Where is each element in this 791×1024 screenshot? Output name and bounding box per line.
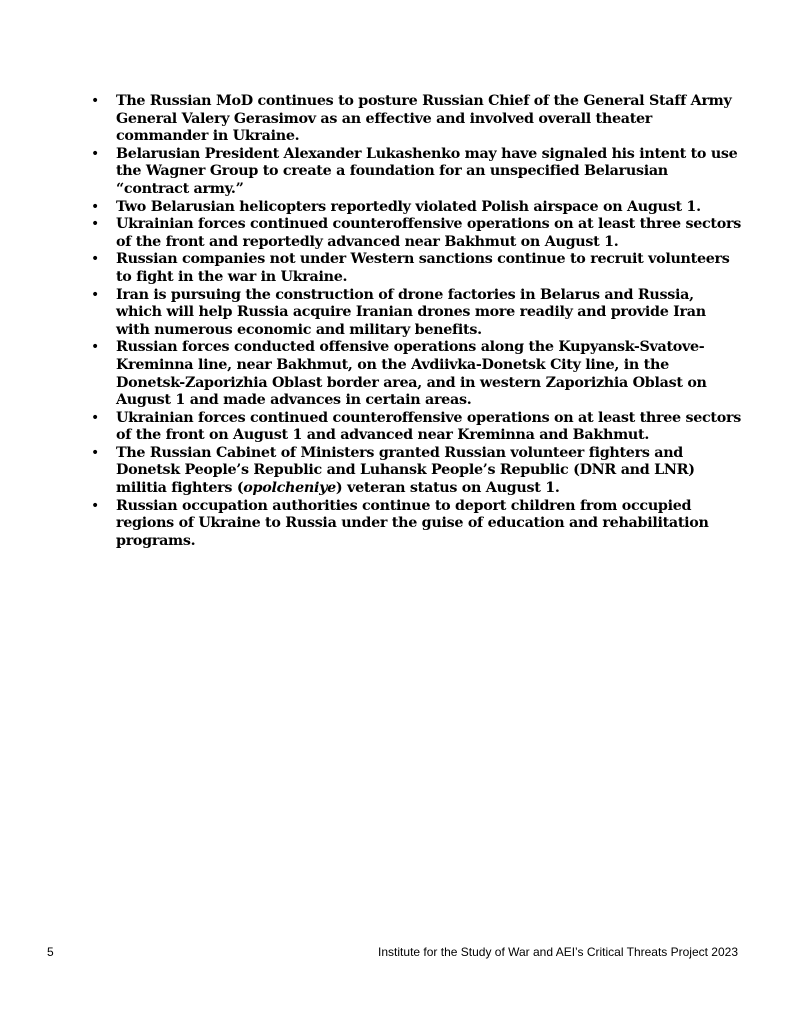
bullet-icon: • xyxy=(91,198,99,215)
bullet-text-part: ) veteran status on August 1. xyxy=(335,480,560,497)
bullet-item xyxy=(91,287,741,340)
bullet-text: The Russian MoD continues to posture Russian Chief of the General Staff Army General Valery Gerasimov as an effective and involved overall theater commander in Ukraine. xyxy=(116,93,732,145)
bullet-item xyxy=(91,146,741,199)
bullet-text xyxy=(116,445,695,496)
bullet-icon: • xyxy=(91,444,99,461)
bullet-item xyxy=(91,410,741,445)
bullet-item xyxy=(91,93,741,146)
bullet-item xyxy=(91,251,741,286)
bullet-item xyxy=(91,216,741,251)
bullet-text: Russian companies not under Western sanctions continue to recruit volunteers to fight in the war in Ukraine. xyxy=(116,251,730,285)
bullet-item xyxy=(91,445,741,498)
bullet-item xyxy=(91,339,741,409)
bullet-icon: • xyxy=(91,497,99,514)
bullet-icon: • xyxy=(91,251,99,268)
footer-attribution: Institute for the Study of War and AEI’s Critical Threats Project 2023 xyxy=(378,945,738,959)
bullet-text: Russian occupation authorities continue to deport children from occupied regions of Ukraine to Russia under the guise of education and rehabilitation programs. xyxy=(116,497,709,549)
bullet-icon: • xyxy=(91,409,99,426)
bullet-text: Ukrainian forces continued counteroffensive operations on at least three sectors of the front and reportedly advanced near Bakhmut on August 1. xyxy=(116,216,741,250)
bullet-icon: • xyxy=(91,93,99,109)
bullet-icon: • xyxy=(91,286,99,303)
page-number: 5 xyxy=(47,945,54,959)
bullet-item xyxy=(91,498,741,551)
bullet-icon: • xyxy=(91,145,99,162)
bullet-item xyxy=(91,199,741,217)
bullet-text: Belarusian President Alexander Lukashenko may have signaled his intent to use the Wagner Group to create a foundation for an unspecified Belarusian “contract army.” xyxy=(116,145,738,197)
italic-term: opolcheniye xyxy=(243,480,336,497)
bullet-text: Russian forces conducted offensive operations along the Kupyansk-Svatove-Kreminna line, near Bakhmut, on the Avdiivka-Donetsk City line, in the Donetsk-Zaporizhia Oblast border area, and in western Zaporizhia Oblast on August 1 and made advances in certain areas. xyxy=(116,339,707,409)
bullet-text-part: The Russian Cabinet of Ministers granted Russian volunteer fighters and Donetsk People’s Republic and Luhansk People’s Republic (DNR and LNR) militia fighters ( xyxy=(116,444,695,497)
bullet-icon: • xyxy=(91,216,99,233)
bullet-text: Iran is pursuing the construction of drone factories in Belarus and Russia, which will help Russia acquire Iranian drones more readily and provide Iran with numerous economic and military benefits. xyxy=(116,286,706,338)
bullet-text: Ukrainian forces continued counteroffensive operations on at least three sectors of the front on August 1 and advanced near Kreminna and Bakhmut. xyxy=(116,409,741,444)
bullet-text: Two Belarusian helicopters reportedly violated Polish airspace on August 1. xyxy=(116,198,701,215)
key-takeaways-list xyxy=(91,93,741,550)
bullet-icon: • xyxy=(91,339,99,356)
